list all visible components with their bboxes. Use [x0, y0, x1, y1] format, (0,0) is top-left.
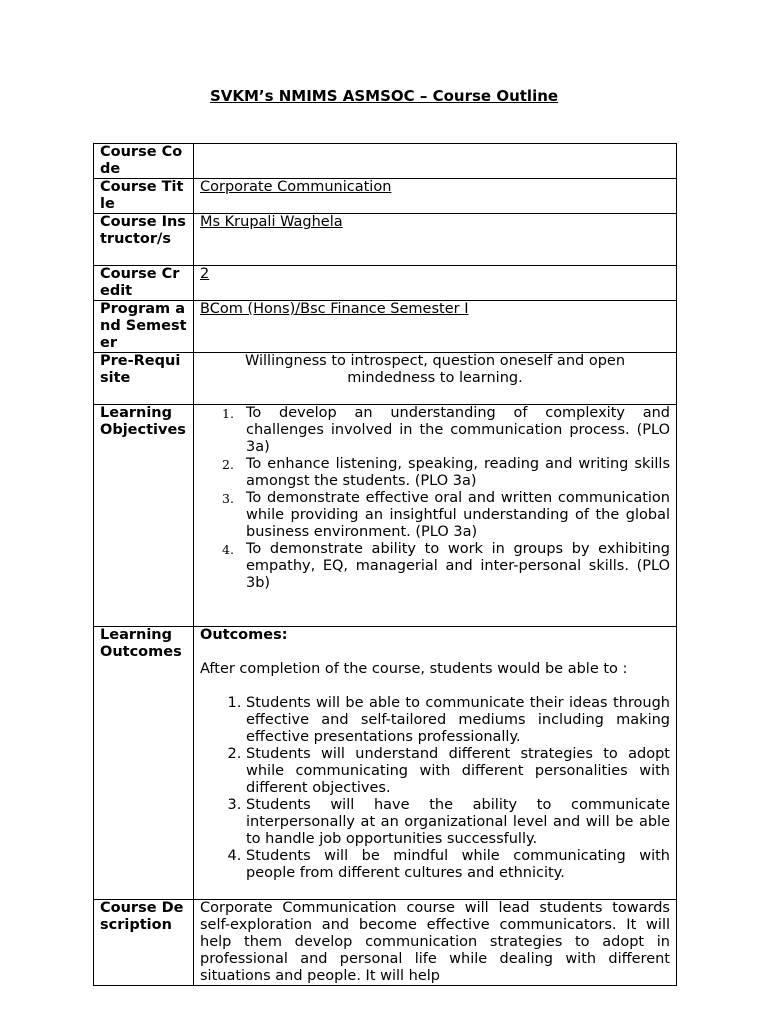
outcome-item: 1. Students will be able to communicate their ideas through effective and self-tailored mediums including making effective presentations professionally. — [246, 695, 670, 746]
row-pre-requisite — [94, 353, 677, 405]
course-credit-value: 2 — [194, 266, 677, 301]
row-learning-outcomes — [94, 627, 677, 900]
learning-outcomes-value — [194, 627, 677, 900]
learning-objectives-list — [200, 405, 670, 592]
program-semester-value: BCom (Hons)/Bsc Finance Semester I — [194, 301, 677, 353]
course-code-value — [194, 144, 677, 179]
row-course-code — [94, 144, 677, 179]
learning-objectives-label: Learning Objectives — [94, 405, 194, 627]
objective-item: To demonstrate effective oral and written communication while providing an insightful understanding of the global business environment. (PLO 3a) — [246, 490, 670, 540]
pre-requisite-value: Willingness to introspect, question oneself and open mindedness to learning. — [194, 353, 677, 405]
row-course-description — [94, 900, 677, 986]
row-program-semester — [94, 301, 677, 353]
row-course-credit — [94, 266, 677, 301]
course-outline-table — [93, 143, 677, 986]
course-credit-label: Course Credit — [94, 266, 194, 301]
outcomes-heading: Outcomes: — [200, 627, 288, 643]
learning-objectives-value — [194, 405, 677, 627]
course-title-value: Corporate Communication — [194, 179, 677, 214]
row-learning-objectives — [94, 405, 677, 627]
outcome-item: 4. Students will be mindful while communicating with people from different cultures and ethnicity. — [246, 848, 670, 882]
course-description-value: Corporate Communication course will lead students towards self-exploration and become effective communicators. It will help them develop communication strategies to adopt in professional and personal life while dealing with different situations and people. It will help — [194, 900, 677, 986]
course-instructor-label: Course Instructor/s — [94, 214, 194, 266]
document-title: SVKM’s NMIMS ASMSOC – Course Outline — [209, 87, 559, 105]
learning-outcomes-label: Learning Outcomes — [94, 627, 194, 900]
course-description-label: Course Description — [94, 900, 194, 986]
course-instructor-value: Ms Krupali Waghela — [194, 214, 677, 266]
row-course-instructor — [94, 214, 677, 266]
outcome-item: 2. Students will understand different strategies to adopt while communicating with different personalities with different objectives. — [246, 746, 670, 797]
objective-item: To develop an understanding of complexity and challenges involved in the communication process. (PLO 3a) — [246, 405, 670, 455]
program-semester-label: Program and Semester — [94, 301, 194, 353]
objective-item: To enhance listening, speaking, reading and writing skills amongst the students. (PLO 3a) — [246, 456, 670, 489]
learning-outcomes-list — [200, 695, 670, 882]
objective-item: To demonstrate ability to work in groups by exhibiting empathy, EQ, managerial and inter-personal skills. (PLO 3b) — [246, 541, 670, 591]
course-code-label: Course Code — [94, 144, 194, 179]
outcomes-intro: After completion of the course, students would be able to : — [200, 661, 628, 677]
pre-requisite-label: Pre-Requisite — [94, 353, 194, 405]
row-course-title — [94, 179, 677, 214]
outcome-item: 3. Students will have the ability to communicate interpersonally at an organizational level and will be able to handle job opportunities successfully. — [246, 797, 670, 848]
course-title-label: Course Title — [94, 179, 194, 214]
